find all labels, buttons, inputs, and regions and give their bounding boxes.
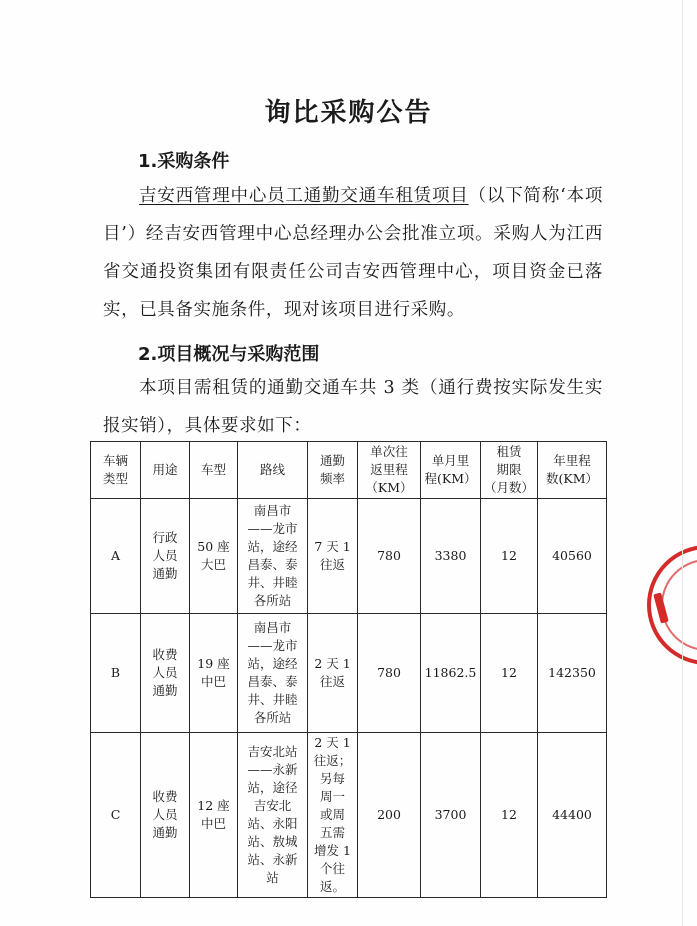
header-cell: 租赁 期限 （月数） xyxy=(481,442,538,499)
header-cell: 车辆 类型 xyxy=(91,442,141,499)
model-cell: 12 座 中巴 xyxy=(190,733,238,898)
vehicle-type-cell: A xyxy=(91,499,141,614)
round-trip-km-cell: 200 xyxy=(358,733,421,898)
annual-km-cell: 44400 xyxy=(538,733,607,898)
model-cell: 50 座 大巴 xyxy=(190,499,238,614)
section-2-intro: 本项目需租赁的通勤交通车共 3 类（通行费按实际发生实报实销），具体要求如下： xyxy=(103,378,603,436)
table-row xyxy=(91,733,607,898)
header-cell: 年里程 数(KM） xyxy=(538,442,607,499)
lease-months-cell: 12 xyxy=(481,733,538,898)
section-1-heading: 1.采购条件 xyxy=(138,151,230,172)
annual-km-cell: 40560 xyxy=(538,499,607,614)
usage-cell: 行政 人员 通勤 xyxy=(141,499,190,614)
section-1-text: （以下简称‘本项目’）经吉安西管理中心总经理办公会批准立项。采购人为江西省交通投资集团有限责任公司吉安西管理中心，项目资金已落实，已具备实施条件，现对该项目进行采购。 xyxy=(103,186,603,320)
vehicle-type-cell: C xyxy=(91,733,141,898)
header-cell: 单次往 返里程 （KM） xyxy=(358,442,421,499)
usage-cell: 收费 人员 通勤 xyxy=(141,614,190,733)
lease-months-cell: 12 xyxy=(481,614,538,733)
section-1-paragraph xyxy=(103,177,603,329)
header-cell: 车型 xyxy=(190,442,238,499)
table-row xyxy=(91,614,607,733)
scan-edge-line xyxy=(682,0,683,926)
header-cell: 用途 xyxy=(141,442,190,499)
official-seal-stamp xyxy=(647,545,697,665)
frequency-cell: 2 天 1 往返； 另每 周一 或周 五需 增发 1 个往 返。 xyxy=(308,733,358,898)
vehicle-requirements-table xyxy=(90,441,607,898)
annual-km-cell: 142350 xyxy=(538,614,607,733)
route-cell: 吉安北站 ——永新 站，途径 吉安北 站、永阳 站、敖城 站、永新 站 xyxy=(238,733,308,898)
vehicle-type-cell: B xyxy=(91,614,141,733)
model-cell: 19 座 中巴 xyxy=(190,614,238,733)
section-2-heading: 2.项目概况与采购范围 xyxy=(138,344,320,365)
usage-cell: 收费 人员 通勤 xyxy=(141,733,190,898)
frequency-cell: 2 天 1 往返 xyxy=(308,614,358,733)
section-2-paragraph xyxy=(103,369,603,445)
table-header-row xyxy=(91,442,607,499)
header-cell: 单月里 程(KM） xyxy=(421,442,481,499)
project-name: 吉安西管理中心员工通勤交通车租赁项目 xyxy=(139,186,469,206)
monthly-km-cell: 3380 xyxy=(421,499,481,614)
document-title: 询比采购公告 xyxy=(264,98,433,128)
header-cell: 路线 xyxy=(238,442,308,499)
frequency-cell: 7 天 1 往返 xyxy=(308,499,358,614)
round-trip-km-cell: 780 xyxy=(358,614,421,733)
table-row xyxy=(91,499,607,614)
monthly-km-cell: 3700 xyxy=(421,733,481,898)
monthly-km-cell: 11862.5 xyxy=(421,614,481,733)
header-cell: 通勤 频率 xyxy=(308,442,358,499)
route-cell: 南昌市 ——龙市 站，途经 昌泰、泰 井、井睦 各所站 xyxy=(238,499,308,614)
lease-months-cell: 12 xyxy=(481,499,538,614)
round-trip-km-cell: 780 xyxy=(358,499,421,614)
route-cell: 南昌市 ——龙市 站，途经 昌泰、泰 井、井睦 各所站 xyxy=(238,614,308,733)
seal-inner-ring xyxy=(661,559,697,651)
